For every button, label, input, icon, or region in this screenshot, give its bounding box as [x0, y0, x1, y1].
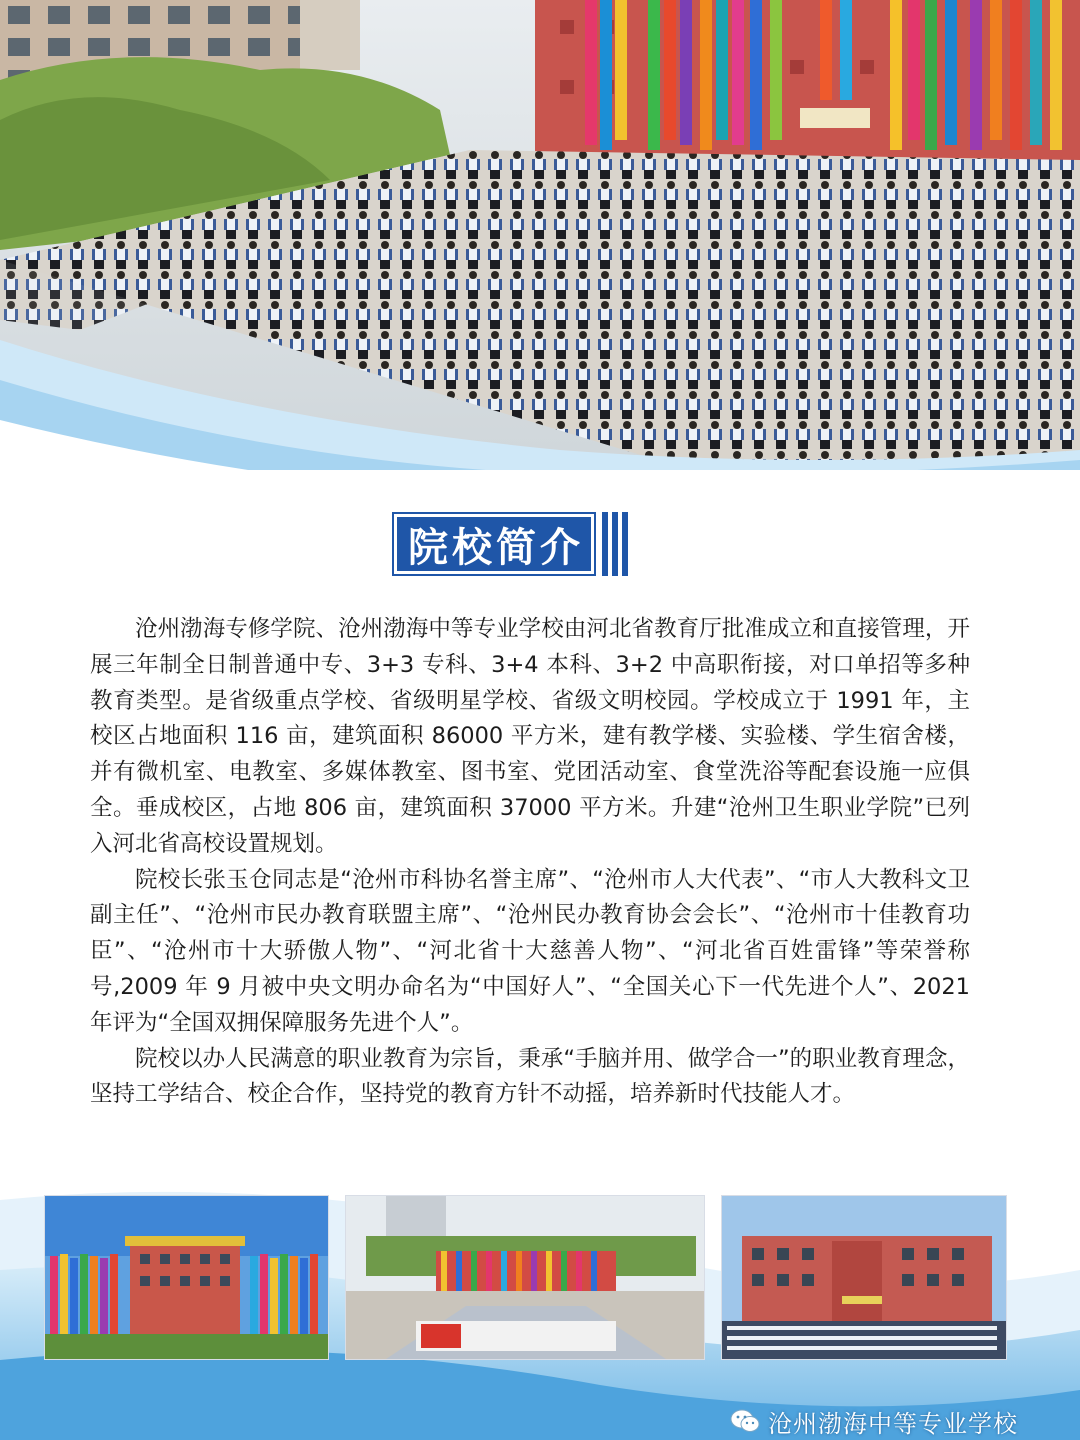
section-title-text: 院校简介 [392, 512, 596, 576]
wechat-icon [730, 1408, 760, 1434]
section-title [392, 512, 628, 576]
wechat-account-name: 沧州渤海中等专业学校 [768, 1409, 1018, 1438]
wechat-account-label [730, 1406, 1018, 1436]
intro-paragraph: 沧州渤海专修学院、沧州渤海中等专业学校由河北省教育厅批准成立和直接管理，开展三年制全日制普通中专、3+3 专科、3+4 本科、3+2 中高职衔接，对口单招等多种教育类型。是省级重点学校、省级明星学校、省级文明校园。学校成立于 1991 年，主校区占地面积 116 亩，建筑面积 86000 平方米，建有教学楼、实验楼、学生宿舍楼，并有微机室、电教室、多媒体教室、图书室、党团活动室、食堂洗浴等配套设施一应俱全。垂成校区，占地 806 亩，建筑面积 37000 平方米。升建“沧州卫生职业学院”已列入河北省高校设置规划。 [90, 616, 970, 857]
intro-paragraph: 院校以办人民满意的职业教育为宗旨，秉承“手脑并用、做学合一”的职业教育理念，坚持工学结合、校企合作，坚持党的教育方针不动摇，培养新时代技能人才。 [90, 1045, 970, 1108]
title-bars-decoration [602, 512, 628, 576]
wave-decoration [0, 300, 1080, 470]
building-photo [44, 1195, 329, 1360]
intro-body [90, 612, 970, 1113]
hero-photo [0, 0, 1080, 470]
assembly-photo [721, 1195, 1007, 1360]
ceremony-photo [345, 1195, 705, 1360]
intro-paragraph: 院校长张玉仓同志是“沧州市科协名誉主席”、“沧州市人大代表”、“市人大教科文卫副主任”、“沧州市民办教育联盟主席”、“沧州民办教育协会会长”、“沧州市十佳教育功臣”、“沧州市十大骄傲人物”、“河北省十大慈善人物”、“河北省百姓雷锋”等荣誉称号,2009 年 9 月被中央文明办命名为“中国好人”、“全国关心下一代先进个人”、2021 年评为“全国双拥保障服务先进个人”。 [90, 866, 970, 1036]
